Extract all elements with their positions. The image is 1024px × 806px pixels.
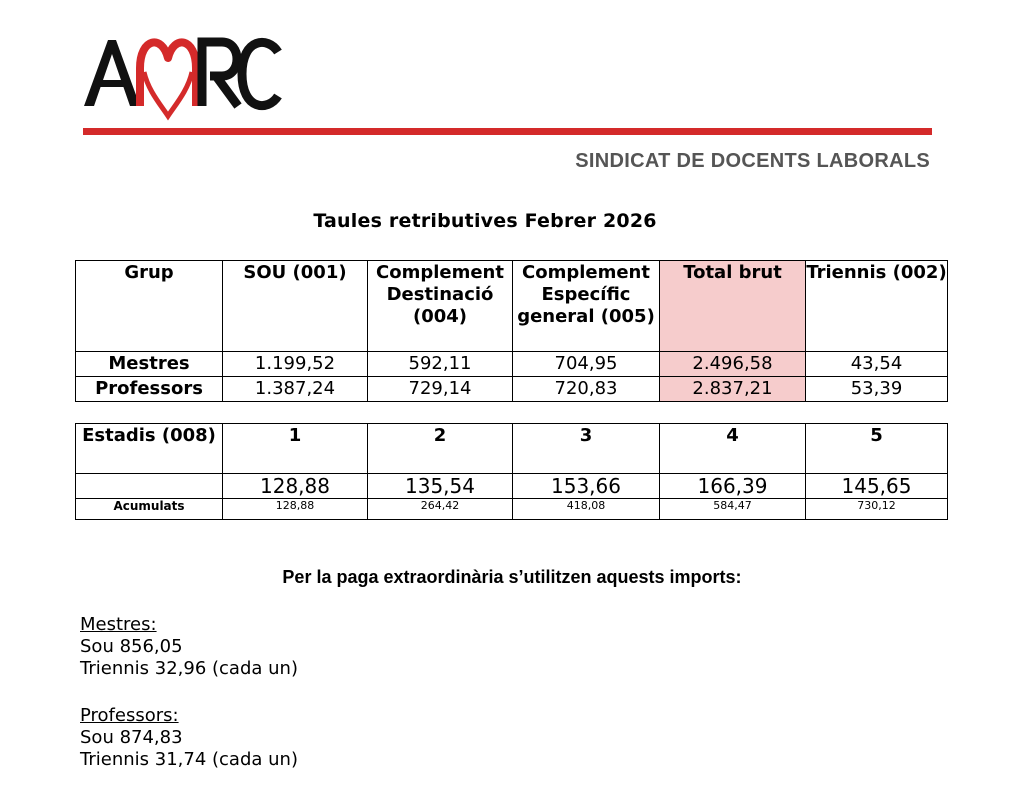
table-cell: 53,39 [806,377,948,402]
table-cell: 128,88 [223,474,368,499]
extra-pay-title: Per la paga extraordinària s’utilitzen aquests imports: [282,567,742,587]
professors-heading: Professors: [80,705,179,726]
table-cell: 1.387,24 [223,377,368,402]
table-row [76,474,948,499]
table-cell: 1.199,52 [223,352,368,377]
organization-subtitle: SINDICAT DE DOCENTS LABORALS [575,150,930,172]
table-cell-total: 2.837,21 [660,377,806,402]
header-rule [83,128,932,135]
table-cell: 264,42 [368,499,513,520]
table-cell: 166,39 [660,474,806,499]
mestres-heading: Mestres: [80,614,157,635]
salary-table [75,260,948,402]
professors-sou: Sou 874,83 [80,727,183,748]
header-complement-destinacio: Complement Destinació (004) [368,261,513,352]
header-stage: 5 [806,424,948,474]
amrc-logo-icon [82,28,282,128]
row-label: Professors [76,377,223,402]
header-grup: Grup [76,261,223,352]
table-cell-total: 2.496,58 [660,352,806,377]
table-cell: 729,14 [368,377,513,402]
table-cell: 128,88 [223,499,368,520]
mestres-sou: Sou 856,05 [80,636,183,657]
table-cell: 584,47 [660,499,806,520]
table-cell: 730,12 [806,499,948,520]
salary-table-header [76,261,948,352]
table-cell [76,474,223,499]
stages-table-header [76,424,948,474]
header-sou: SOU (001) [223,261,368,352]
header-estadis: Estadis (008) [76,424,223,474]
page-title: Taules retributives Febrer 2026 [313,210,657,232]
row-label: Mestres [76,352,223,377]
mestres-triennis: Triennis 32,96 (cada un) [80,658,298,679]
table-cell: 704,95 [513,352,660,377]
stages-table [75,423,948,520]
table-row [76,377,948,402]
header-stage: 3 [513,424,660,474]
table-cell: 592,11 [368,352,513,377]
row-label: Acumulats [76,499,223,520]
table-row-cumulative [76,499,948,520]
header-triennis: Triennis (002) [806,261,948,352]
header-stage: 4 [660,424,806,474]
mestres-block [80,614,298,680]
professors-triennis: Triennis 31,74 (cada un) [80,749,298,770]
header-total-brut: Total brut [660,261,806,352]
header-stage: 1 [223,424,368,474]
table-cell: 720,83 [513,377,660,402]
table-cell: 43,54 [806,352,948,377]
table-cell: 135,54 [368,474,513,499]
table-cell: 145,65 [806,474,948,499]
header-complement-especific: Complement Específic general (005) [513,261,660,352]
professors-block [80,705,298,771]
table-cell: 418,08 [513,499,660,520]
header-stage: 2 [368,424,513,474]
table-row [76,352,948,377]
table-cell: 153,66 [513,474,660,499]
